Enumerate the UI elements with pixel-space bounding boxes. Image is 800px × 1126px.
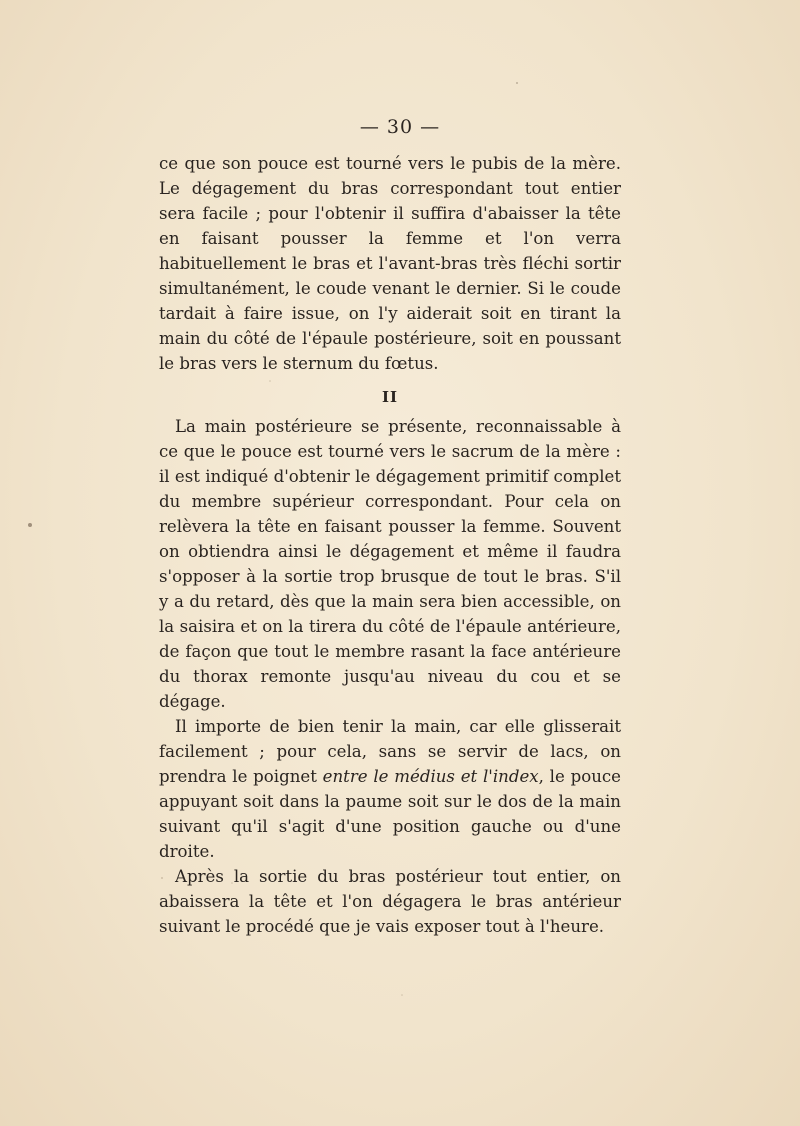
paragraph-3-after: , le pouce appuyant soit dans la paume soit sur le dos de la main suivant qu'il s'agit d'une position gauche ou d'une droite. — [159, 767, 621, 861]
paragraph-3-italic: entre le médius et l'index — [322, 767, 539, 786]
paragraph-3 — [159, 714, 621, 864]
paragraph-2: La main postérieure se présente, reconnaissable à ce que le pouce est tourné vers le sacrum de la mère : il est indiqué d'obtenir le dégagement primitif complet du membre supérieur correspondant. Pour cela on relèvera la tête en faisant pousser la femme. Souvent on obtiendra ainsi le dégagement et même il faudra s'opposer à la sortie trop brusque de tout le bras. S'il y a du retard, dès que la main sera bien accessible, on la saisira et on la tirera du côté de l'épaule antérieure, de façon que tout le membre rasant la face antérieure du thorax remonte jusqu'au niveau du cou et se dégage. — [159, 417, 621, 711]
paragraph-1: ce que son pouce est tourné vers le pubis de la mère. Le dégagement du bras correspondant tout entier sera facile ; pour l'obtenir il suffira d'abaisser la tête en faisant pousser la femme et l'on verra habituellement le bras et l'avant-bras très fléchi sortir simultanément, le coude venant le dernier. Si le coude tardait à faire issue, on l'y aiderait soit en tirant la main du côté de l'épaule postérieure, soit en poussant le bras vers le sternum du fœtus. — [159, 154, 621, 373]
paragraph-4: Après la sortie du bras postérieur tout entier, on abaissera la tête et l'on dégagera le bras antérieur suivant le procédé que je vais exposer tout à l'heure. — [159, 867, 621, 936]
paragraph-3-before: Il importe de bien tenir la main, car elle glisserait facilement ; pour cela, sans se servir de lacs, on prendra le poignet — [159, 717, 621, 786]
page-number: — 30 — — [359, 116, 441, 138]
body-text — [159, 151, 621, 939]
section-heading: II — [381, 388, 399, 406]
